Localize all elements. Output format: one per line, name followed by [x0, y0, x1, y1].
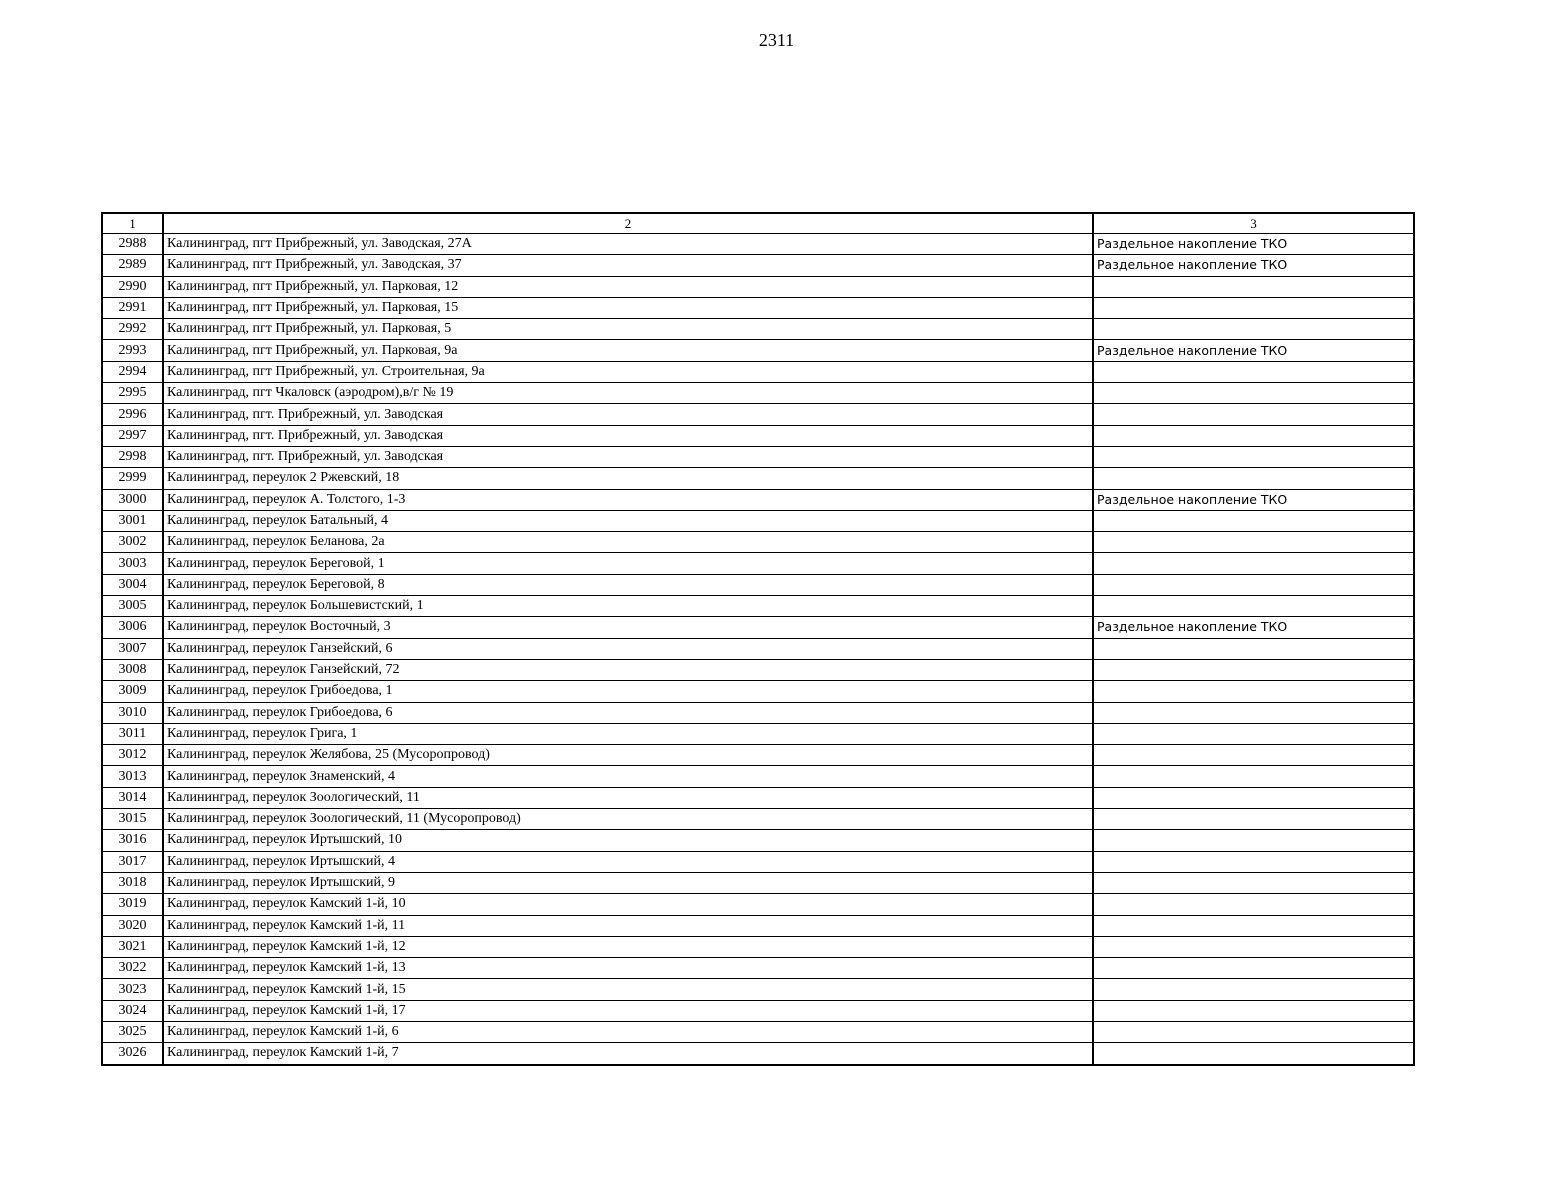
table-body	[102, 213, 1414, 1065]
table-row	[102, 702, 1414, 723]
row-number-cell: 2993	[102, 340, 163, 361]
note-cell	[1093, 553, 1414, 574]
note-cell: Раздельное накопление ТКО	[1093, 489, 1414, 510]
table-row	[102, 915, 1414, 936]
table-row	[102, 468, 1414, 489]
row-number-cell: 3006	[102, 617, 163, 638]
address-cell: Калининград, пгт Прибрежный, ул. Парковая, 5	[163, 319, 1093, 340]
note-cell	[1093, 809, 1414, 830]
table-row	[102, 489, 1414, 510]
note-cell	[1093, 1000, 1414, 1021]
table-row	[102, 297, 1414, 318]
address-cell: Калининград, переулок Береговой, 1	[163, 553, 1093, 574]
note-cell	[1093, 532, 1414, 553]
address-cell: Калининград, переулок Батальный, 4	[163, 510, 1093, 531]
address-cell: Калининград, пгт. Прибрежный, ул. Заводская	[163, 425, 1093, 446]
table-row	[102, 723, 1414, 744]
column-header-2: 2	[163, 213, 1093, 234]
row-number-cell: 2998	[102, 446, 163, 467]
note-cell	[1093, 361, 1414, 382]
row-number-cell: 2994	[102, 361, 163, 382]
row-number-cell: 3004	[102, 574, 163, 595]
address-cell: Калининград, пгт. Прибрежный, ул. Заводская	[163, 404, 1093, 425]
note-cell	[1093, 681, 1414, 702]
address-cell: Калининград, пгт Прибрежный, ул. Строительная, 9а	[163, 361, 1093, 382]
row-number-cell: 3001	[102, 510, 163, 531]
row-number-cell: 3017	[102, 851, 163, 872]
table-row	[102, 361, 1414, 382]
note-cell	[1093, 468, 1414, 489]
note-cell	[1093, 745, 1414, 766]
row-number-cell: 2992	[102, 319, 163, 340]
address-cell: Калининград, переулок Камский 1-й, 11	[163, 915, 1093, 936]
address-cell: Калининград, переулок Иртышский, 4	[163, 851, 1093, 872]
address-cell: Калининград, пгт Прибрежный, ул. Парковая, 15	[163, 297, 1093, 318]
row-number-cell: 3011	[102, 723, 163, 744]
row-number-cell: 3013	[102, 766, 163, 787]
row-number-cell: 3022	[102, 958, 163, 979]
note-cell	[1093, 276, 1414, 297]
note-cell: Раздельное накопление ТКО	[1093, 340, 1414, 361]
table-row	[102, 872, 1414, 893]
table-row	[102, 766, 1414, 787]
table-row	[102, 787, 1414, 808]
address-cell: Калининград, переулок Камский 1-й, 7	[163, 1043, 1093, 1065]
address-cell: Калининград, переулок Иртышский, 9	[163, 872, 1093, 893]
table-row	[102, 276, 1414, 297]
row-number-cell: 3000	[102, 489, 163, 510]
address-cell: Калининград, переулок Желябова, 25 (Мусоропровод)	[163, 745, 1093, 766]
row-number-cell: 3023	[102, 979, 163, 1000]
address-cell: Калининград, переулок Камский 1-й, 12	[163, 936, 1093, 957]
row-number-cell: 3021	[102, 936, 163, 957]
table-row	[102, 532, 1414, 553]
address-cell: Калининград, переулок Береговой, 8	[163, 574, 1093, 595]
note-cell	[1093, 297, 1414, 318]
note-cell	[1093, 1021, 1414, 1042]
row-number-cell: 3002	[102, 532, 163, 553]
address-cell: Калининград, переулок Камский 1-й, 17	[163, 1000, 1093, 1021]
address-table	[101, 212, 1415, 1066]
table-row	[102, 936, 1414, 957]
note-cell: Раздельное накопление ТКО	[1093, 617, 1414, 638]
row-number-cell: 2999	[102, 468, 163, 489]
row-number-cell: 3025	[102, 1021, 163, 1042]
table-row	[102, 446, 1414, 467]
address-cell: Калининград, переулок Зоологический, 11 (Мусоропровод)	[163, 809, 1093, 830]
note-cell	[1093, 766, 1414, 787]
address-cell: Калининград, переулок Знаменский, 4	[163, 766, 1093, 787]
note-cell: Раздельное накопление ТКО	[1093, 234, 1414, 255]
table-row	[102, 553, 1414, 574]
address-cell: Калининград, переулок Камский 1-й, 6	[163, 1021, 1093, 1042]
column-header-3: 3	[1093, 213, 1414, 234]
address-cell: Калининград, пгт Прибрежный, ул. Парковая, 12	[163, 276, 1093, 297]
row-number-cell: 3007	[102, 638, 163, 659]
row-number-cell: 2988	[102, 234, 163, 255]
column-header-1: 1	[102, 213, 163, 234]
row-number-cell: 3005	[102, 596, 163, 617]
address-cell: Калининград, переулок Иртышский, 10	[163, 830, 1093, 851]
address-cell: Калининград, переулок Грибоедова, 1	[163, 681, 1093, 702]
row-number-cell: 3014	[102, 787, 163, 808]
table-row	[102, 404, 1414, 425]
address-cell: Калининград, пгт Прибрежный, ул. Парковая, 9а	[163, 340, 1093, 361]
address-cell: Калининград, переулок Камский 1-й, 13	[163, 958, 1093, 979]
address-cell: Калининград, пгт Прибрежный, ул. Заводская, 27А	[163, 234, 1093, 255]
address-cell: Калининград, переулок Ганзейский, 72	[163, 659, 1093, 680]
table-row	[102, 234, 1414, 255]
row-number-cell: 3008	[102, 659, 163, 680]
note-cell	[1093, 574, 1414, 595]
note-cell	[1093, 659, 1414, 680]
row-number-cell: 3015	[102, 809, 163, 830]
note-cell	[1093, 872, 1414, 893]
row-number-cell: 2991	[102, 297, 163, 318]
row-number-cell: 2995	[102, 383, 163, 404]
table-row	[102, 830, 1414, 851]
note-cell	[1093, 383, 1414, 404]
row-number-cell: 2990	[102, 276, 163, 297]
row-number-cell: 3003	[102, 553, 163, 574]
note-cell	[1093, 723, 1414, 744]
table-row	[102, 958, 1414, 979]
table-row	[102, 809, 1414, 830]
address-cell: Калининград, переулок Большевистский, 1	[163, 596, 1093, 617]
note-cell	[1093, 915, 1414, 936]
table-row	[102, 659, 1414, 680]
note-cell	[1093, 936, 1414, 957]
address-cell: Калининград, пгт Чкаловск (аэродром),в/г № 19	[163, 383, 1093, 404]
address-cell: Калининград, переулок Камский 1-й, 10	[163, 894, 1093, 915]
row-number-cell: 2989	[102, 255, 163, 276]
row-number-cell: 3018	[102, 872, 163, 893]
table-row	[102, 638, 1414, 659]
row-number-cell: 2996	[102, 404, 163, 425]
address-cell: Калининград, переулок Грибоедова, 6	[163, 702, 1093, 723]
address-cell: Калининград, переулок Камский 1-й, 15	[163, 979, 1093, 1000]
row-number-cell: 3024	[102, 1000, 163, 1021]
note-cell	[1093, 894, 1414, 915]
note-cell	[1093, 319, 1414, 340]
table-row	[102, 383, 1414, 404]
table-row	[102, 979, 1414, 1000]
address-cell: Калининград, пгт. Прибрежный, ул. Заводская	[163, 446, 1093, 467]
note-cell	[1093, 1043, 1414, 1065]
note-cell	[1093, 638, 1414, 659]
address-cell: Калининград, переулок Грига, 1	[163, 723, 1093, 744]
note-cell	[1093, 979, 1414, 1000]
table-row	[102, 574, 1414, 595]
address-cell: Калининград, переулок Восточный, 3	[163, 617, 1093, 638]
table-row	[102, 255, 1414, 276]
note-cell	[1093, 404, 1414, 425]
address-cell: Калининград, переулок 2 Ржевский, 18	[163, 468, 1093, 489]
row-number-cell: 3019	[102, 894, 163, 915]
table-row	[102, 596, 1414, 617]
address-cell: Калининград, переулок Ганзейский, 6	[163, 638, 1093, 659]
row-number-cell: 3020	[102, 915, 163, 936]
table-row	[102, 894, 1414, 915]
note-cell	[1093, 510, 1414, 531]
address-cell: Калининград, переулок Беланова, 2а	[163, 532, 1093, 553]
row-number-cell: 3009	[102, 681, 163, 702]
address-cell: Калининград, переулок Зоологический, 11	[163, 787, 1093, 808]
table-row	[102, 340, 1414, 361]
address-cell: Калининград, переулок А. Толстого, 1-3	[163, 489, 1093, 510]
table-row	[102, 1021, 1414, 1042]
table-header-row	[102, 213, 1414, 234]
table-row	[102, 617, 1414, 638]
note-cell: Раздельное накопление ТКО	[1093, 255, 1414, 276]
row-number-cell: 3010	[102, 702, 163, 723]
table-row	[102, 681, 1414, 702]
note-cell	[1093, 425, 1414, 446]
row-number-cell: 2997	[102, 425, 163, 446]
page-number: 2311	[758, 30, 795, 50]
note-cell	[1093, 830, 1414, 851]
row-number-cell: 3012	[102, 745, 163, 766]
table-row	[102, 1000, 1414, 1021]
note-cell	[1093, 596, 1414, 617]
table-row	[102, 1043, 1414, 1065]
table-row	[102, 510, 1414, 531]
table-row	[102, 425, 1414, 446]
address-cell: Калининград, пгт Прибрежный, ул. Заводская, 37	[163, 255, 1093, 276]
table-row	[102, 745, 1414, 766]
row-number-cell: 3026	[102, 1043, 163, 1065]
note-cell	[1093, 702, 1414, 723]
table-row	[102, 319, 1414, 340]
note-cell	[1093, 446, 1414, 467]
note-cell	[1093, 958, 1414, 979]
note-cell	[1093, 851, 1414, 872]
row-number-cell: 3016	[102, 830, 163, 851]
note-cell	[1093, 787, 1414, 808]
table-row	[102, 851, 1414, 872]
